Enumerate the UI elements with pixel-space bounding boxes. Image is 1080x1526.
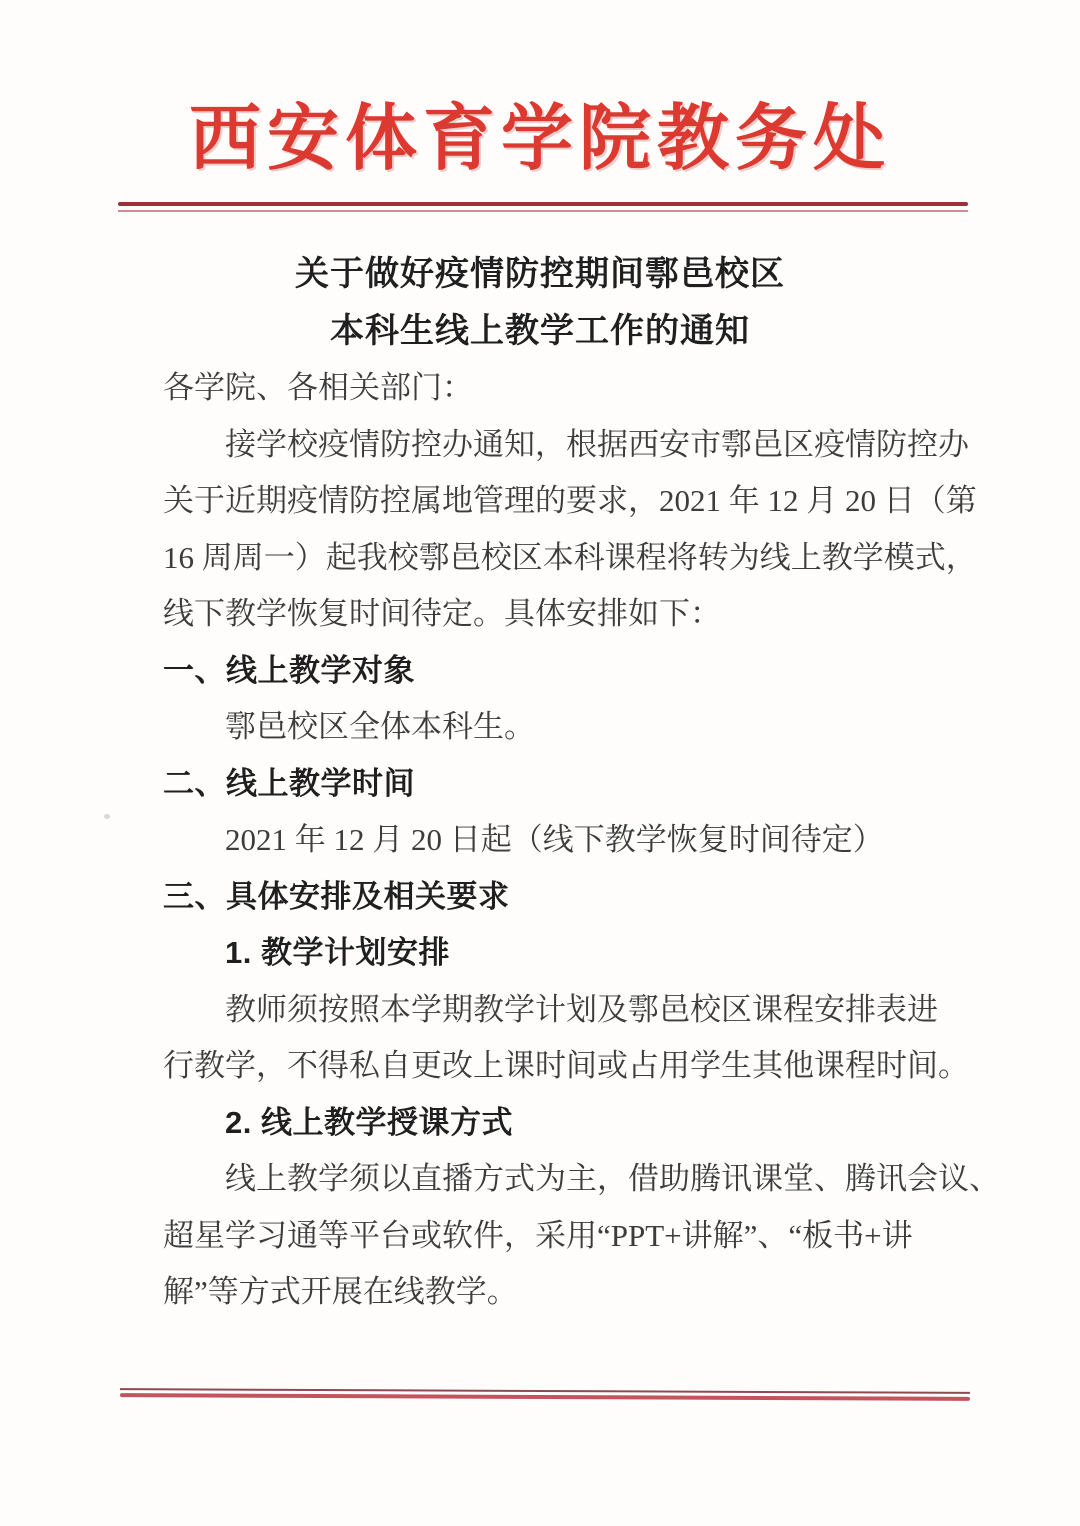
letterhead-divider [118, 202, 968, 212]
footer-divider [120, 1388, 970, 1401]
section-1-heading: 一、线上教学对象 [163, 652, 415, 688]
divider-thin-line [118, 210, 968, 212]
document-title [0, 246, 1080, 360]
intro-paragraph-line-1: 接学校疫情防控办通知，根据西安市鄠邑区疫情防控办 [225, 426, 969, 462]
document-title-line-2: 本科生线上教学工作的通知 [330, 312, 750, 350]
intro-paragraph-line-2: 关于近期疫情防控属地管理的要求，2021 年 12 月 20 日（第 [163, 483, 977, 518]
subsection-3-1-line-2: 行教学，不得私自更改上课时间或占用学生其他课程时间。 [163, 1048, 969, 1083]
salutation-line: 各学院、各相关部门： [163, 370, 473, 405]
scan-artifact [104, 814, 110, 819]
intro-paragraph-line-4: 线下教学恢复时间待定。具体安排如下： [163, 596, 721, 631]
section-2-content: 2021 年 12 月 20 日起（线下教学恢复时间待定） [225, 822, 884, 857]
subsection-3-1-heading: 1. 教学计划安排 [225, 935, 450, 970]
subsection-3-2-line-2: 超星学习通等平台或软件，采用“PPT+讲解”、“板书+讲 [163, 1217, 913, 1253]
document-body [163, 360, 1000, 1321]
subsection-3-2-heading: 2. 线上教学授课方式 [225, 1104, 513, 1140]
document-title-line-1: 关于做好疫情防控期间鄠邑校区 [295, 255, 785, 293]
subsection-3-2-line-1: 线上教学须以直播方式为主，借助腾讯课堂、腾讯会议、 [225, 1161, 1000, 1196]
subsection-3-2-line-3: 解”等方式开展在线教学。 [163, 1274, 518, 1309]
section-3-heading: 三、具体安排及相关要求 [163, 878, 510, 914]
intro-paragraph-line-3: 16 周周一）起我校鄠邑校区本科课程将转为线上教学模式， [163, 539, 977, 575]
section-2-heading: 二、线上教学时间 [163, 765, 415, 801]
section-1-content: 鄠邑校区全体本科生。 [225, 709, 535, 744]
subsection-3-1-line-1: 教师须按照本学期教学计划及鄠邑校区课程安排表进 [225, 991, 938, 1027]
letterhead-title: 西安体育学院教务处 [188, 99, 891, 179]
